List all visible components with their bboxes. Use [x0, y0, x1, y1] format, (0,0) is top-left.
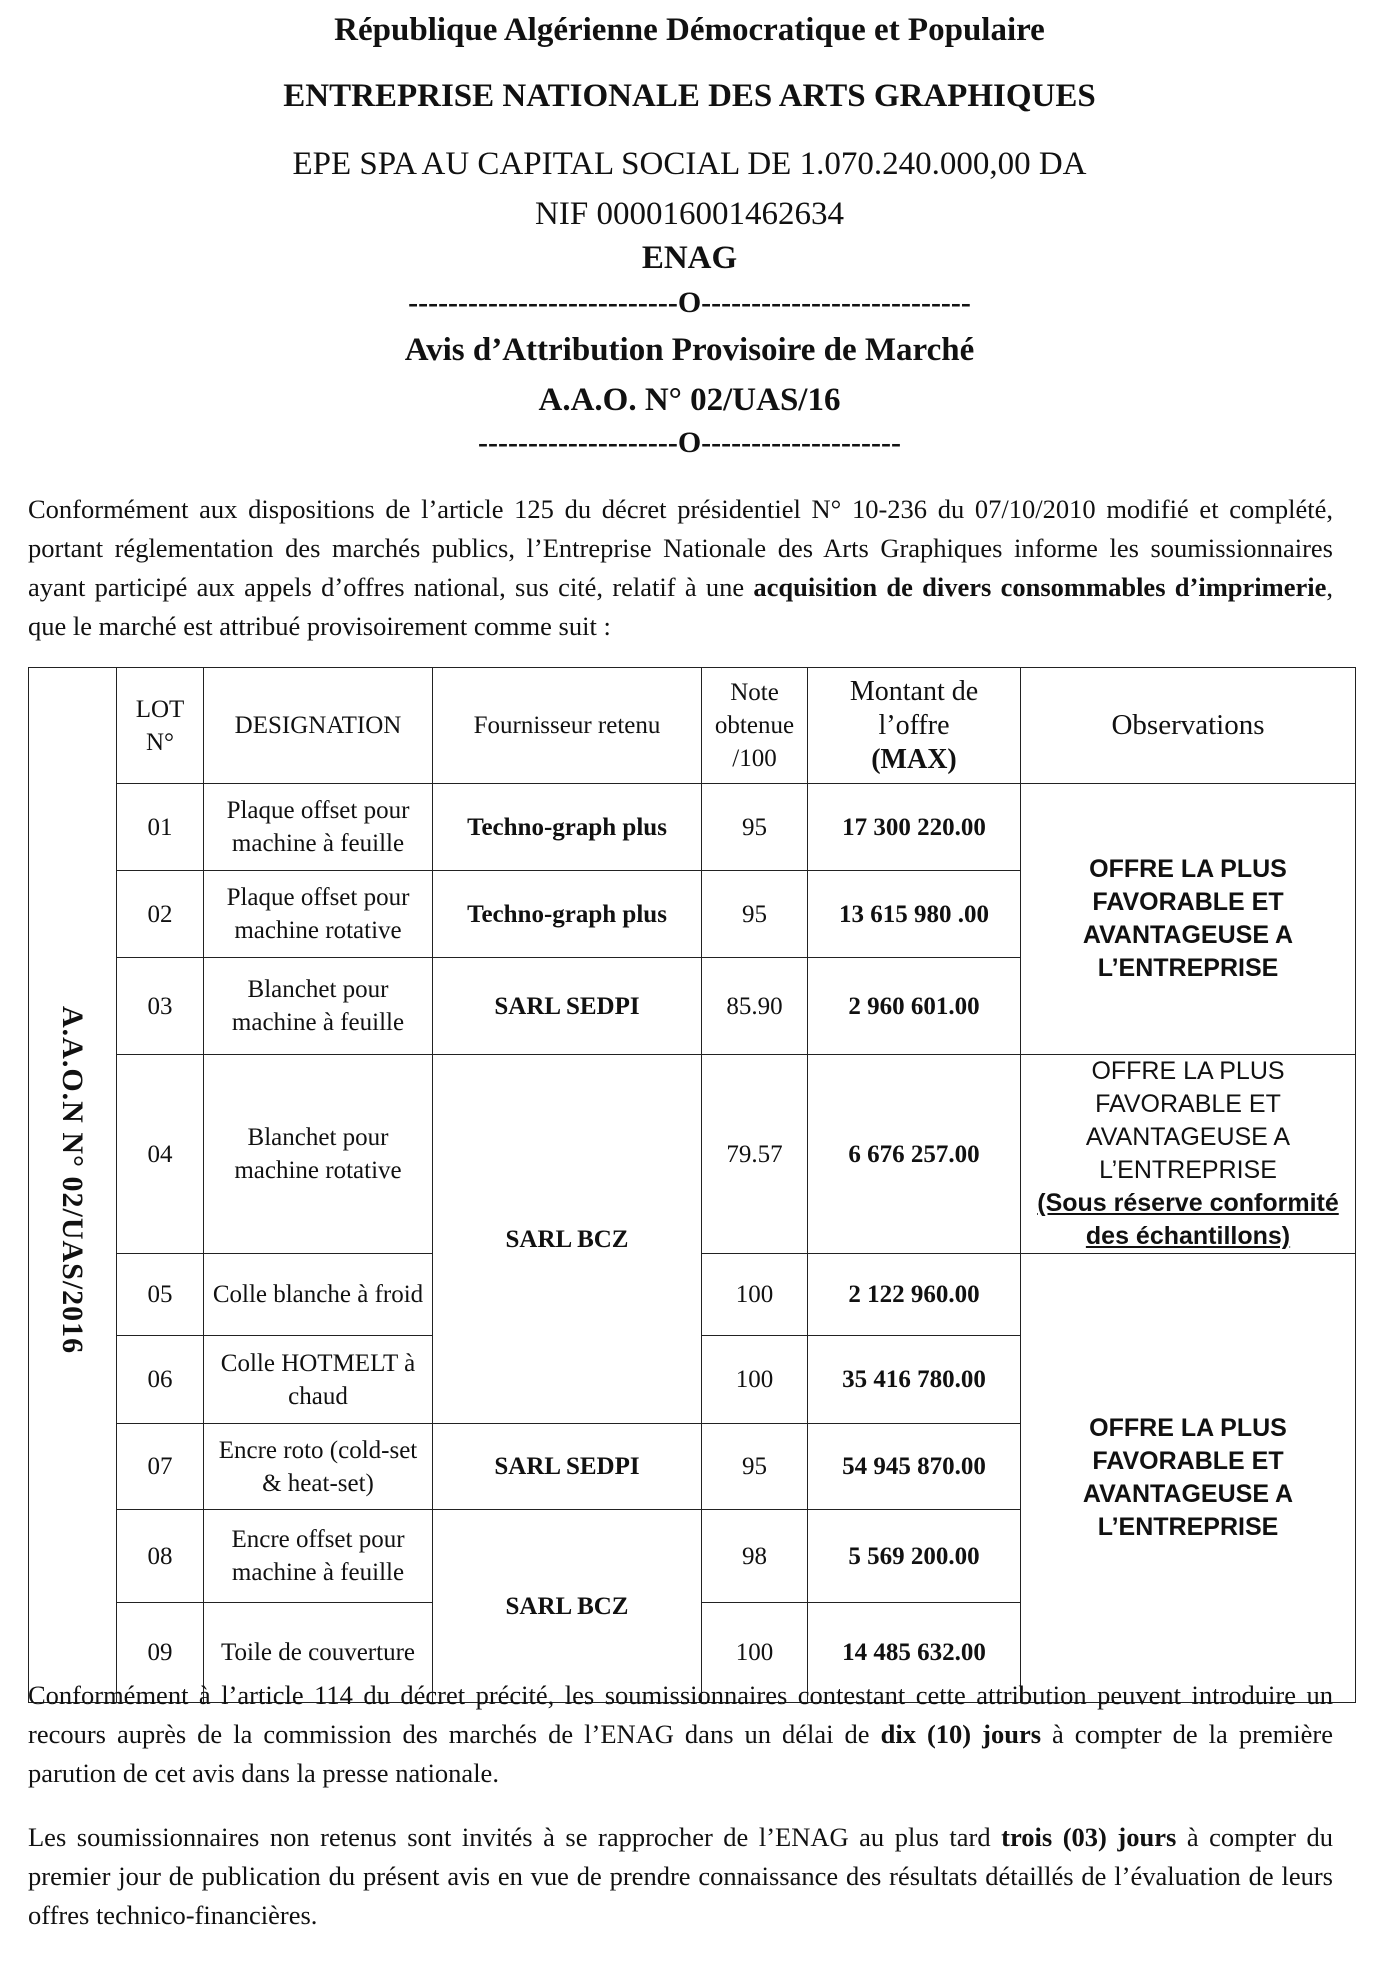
lot-number: 07	[117, 1424, 204, 1510]
header-lot: LOT N°	[117, 668, 204, 784]
amount-cell: 14 485 632.00	[808, 1603, 1021, 1703]
note-cell: 100	[702, 1336, 808, 1424]
observation-cell: OFFRE LA PLUS FAVORABLE ET AVANTAGEUSE A L’ENTREPRISE	[1021, 784, 1356, 1055]
supplier-cell: SARL BCZ	[433, 1510, 702, 1703]
amount-cell: 2 960 601.00	[808, 958, 1021, 1055]
supplier-cell: SARL SEDPI	[433, 958, 702, 1055]
table-row	[29, 784, 1356, 871]
amount-cell: 17 300 220.00	[808, 784, 1021, 871]
intro-text-1: Conformément aux dispositions de l’article 125 du décret présidentiel N° 10-236 du 07/10/2010 modifié et complété, portant réglementation des marchés publics, l’Entreprise Nationale des Arts Graphiques informe les soumissionnaires ayant participé aux appels d’offres national, sus cité, relatif à une	[28, 494, 1333, 602]
header-observations: Observations	[1021, 668, 1356, 784]
note-cell: 85.90	[702, 958, 808, 1055]
header-supplier: Fournisseur retenu	[433, 668, 702, 784]
observation-reserve: (Sous réserve conformité des échantillons)	[1037, 1189, 1339, 1250]
header-designation: DESIGNATION	[204, 668, 433, 784]
observation-main: OFFRE LA PLUS FAVORABLE ET AVANTAGEUSE A L’ENTREPRISE	[1085, 1057, 1291, 1184]
designation-cell: Plaque offset pour machine à feuille	[204, 784, 433, 871]
lot-number: 08	[117, 1510, 204, 1603]
side-label-cell	[29, 668, 117, 1703]
separator-bottom: --------------------O--------------------	[478, 426, 901, 459]
header-amount	[808, 668, 1021, 784]
intro-text-2: , que le marché est attribué provisoirement comme suit :	[28, 572, 1333, 641]
designation-cell: Blanchet pour machine rotative	[204, 1055, 433, 1254]
note-cell: 100	[702, 1254, 808, 1336]
amount-cell: 54 945 870.00	[808, 1424, 1021, 1510]
note-cell: 95	[702, 1424, 808, 1510]
header-note: Note obtenue /100	[702, 668, 808, 784]
note-cell: 98	[702, 1510, 808, 1603]
designation-cell: Blanchet pour machine à feuille	[204, 958, 433, 1055]
note-cell: 95	[702, 871, 808, 958]
intro-paragraph	[28, 490, 1333, 646]
results-paragraph	[28, 1818, 1333, 1935]
company-name: ENTREPRISE NATIONALE DES ARTS GRAPHIQUES	[283, 78, 1096, 114]
appeal-paragraph	[28, 1676, 1333, 1793]
amount-cell: 6 676 257.00	[808, 1055, 1021, 1254]
notice-reference: A.A.O. N° 02/UAS/16	[538, 382, 841, 418]
appeal-text-1: Conformément à l’article 114 du décret précité, les soumissionnaires contestant cette attribution peuvent introduire un recours auprès de la commission des marchés de l’ENAG dans un délai de	[28, 1680, 1333, 1749]
designation-cell: Encre offset pour machine à feuille	[204, 1510, 433, 1603]
lot-number: 05	[117, 1254, 204, 1336]
designation-cell: Plaque offset pour machine rotative	[204, 871, 433, 958]
header-amount-label: Montant de l’offre	[849, 675, 979, 741]
supplier-cell: SARL SEDPI	[433, 1424, 702, 1510]
company-acronym: ENAG	[641, 240, 738, 276]
amount-cell: 2 122 960.00	[808, 1254, 1021, 1336]
designation-cell: Colle HOTMELT à chaud	[204, 1336, 433, 1424]
amount-cell: 5 569 200.00	[808, 1510, 1021, 1603]
lot-number: 06	[117, 1336, 204, 1424]
designation-cell: Encre roto (cold-set & heat-set)	[204, 1424, 433, 1510]
company-nif: NIF 000016001462634	[535, 196, 844, 232]
observation-cell	[1021, 1055, 1356, 1254]
designation-cell: Toile de couverture	[204, 1603, 433, 1703]
side-label: A.A.O.N N° 02/UAS/2016	[56, 1006, 89, 1355]
table-header-row	[29, 668, 1356, 784]
lot-number: 04	[117, 1055, 204, 1254]
lot-number: 02	[117, 871, 204, 958]
supplier-cell: Techno-graph plus	[433, 871, 702, 958]
observation-cell: OFFRE LA PLUS FAVORABLE ET AVANTAGEUSE A L’ENTREPRISE	[1021, 1254, 1356, 1703]
separator-top: ---------------------------O---------------------------	[408, 286, 971, 319]
results-text-2: à compter du premier jour de publication du présent avis en vue de prendre connaissance des résultats détaillés de l’évaluation de leurs offres technico-financières.	[28, 1822, 1333, 1930]
lot-number: 01	[117, 784, 204, 871]
designation-cell: Colle blanche à froid	[204, 1254, 433, 1336]
note-cell: 95	[702, 784, 808, 871]
lot-number: 09	[117, 1603, 204, 1703]
note-cell: 79.57	[702, 1055, 808, 1254]
notice-title: Avis d’Attribution Provisoire de Marché	[404, 332, 975, 368]
header-amount-max: (MAX)	[871, 743, 957, 775]
company-capital: EPE SPA AU CAPITAL SOCIAL DE 1.070.240.000,00 DA	[292, 146, 1087, 182]
award-table	[28, 667, 1356, 1703]
republic-title: République Algérienne Démocratique et Populaire	[334, 12, 1045, 48]
amount-cell: 35 416 780.00	[808, 1336, 1021, 1424]
supplier-cell: SARL BCZ	[433, 1055, 702, 1424]
results-bold: trois (03) jours	[1001, 1822, 1177, 1852]
appeal-text-2: à compter de la première parution de cet avis dans la presse nationale.	[28, 1719, 1333, 1788]
table-row	[29, 1055, 1356, 1254]
supplier-cell: Techno-graph plus	[433, 784, 702, 871]
lot-number: 03	[117, 958, 204, 1055]
amount-cell: 13 615 980 .00	[808, 871, 1021, 958]
intro-bold: acquisition de divers consommables d’imprimerie	[753, 572, 1327, 602]
results-text-1: Les soumissionnaires non retenus sont invités à se rapprocher de l’ENAG au plus tard	[28, 1822, 1002, 1852]
appeal-bold: dix (10) jours	[880, 1719, 1042, 1749]
note-cell: 100	[702, 1603, 808, 1703]
